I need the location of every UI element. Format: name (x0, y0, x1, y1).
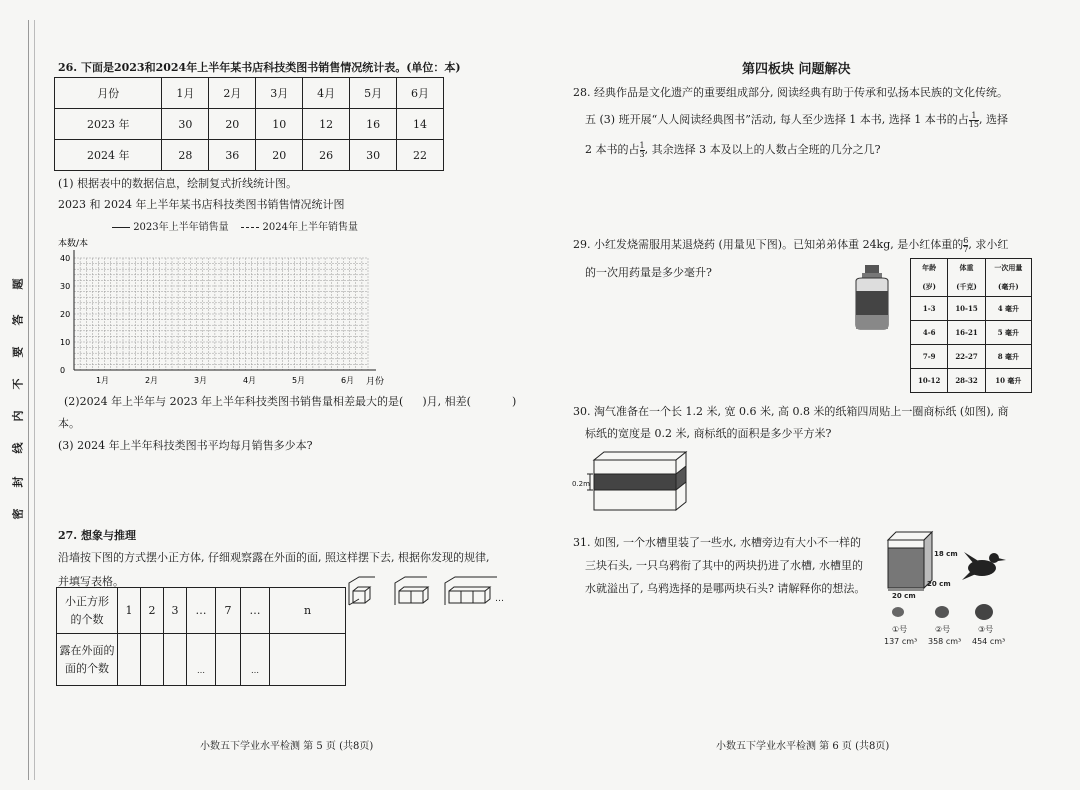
q27-desc-line1: 沿墙按下图的方式摆小正方体, 仔细观察露在外面的面, 照这样摆下去, 根据你发现的规律, (58, 551, 490, 564)
legend-dashed-line (241, 227, 259, 228)
table-cell: 2024 年 (55, 140, 162, 171)
q26-sub2-text-c: ) (511, 395, 517, 408)
answer-cell[interactable] (164, 634, 187, 686)
dim-height: 18 cm (934, 550, 958, 558)
table-cell: 16-21 (948, 321, 985, 345)
stone-3-icon (975, 604, 993, 620)
margin-char: 答 (11, 314, 25, 326)
svg-text:…: … (495, 594, 504, 604)
x-axis-label: 月份 (366, 377, 385, 387)
stone-label: ③号 (978, 625, 994, 634)
binding-line-inner (34, 20, 35, 780)
header-line: (千克) (956, 282, 977, 291)
q28-line2 (585, 111, 1008, 129)
margin-char: 封 (11, 476, 25, 488)
chart-axes (74, 250, 376, 370)
table-cell: 4-6 (911, 321, 948, 345)
y-tick-label: 30 (60, 282, 71, 291)
table-header-cell: 4月 (303, 78, 350, 109)
q29-text: , 求小红 (968, 238, 1009, 251)
table-cell: 36 (209, 140, 256, 171)
table-row (55, 140, 444, 171)
row-label-line: 露在外面的 (59, 643, 115, 657)
answer-cell[interactable] (270, 634, 346, 686)
dim-depth: 20 cm (927, 580, 951, 588)
water-tank-figure (882, 528, 1012, 653)
fraction-numerator: 1 (969, 112, 979, 121)
q26-sub2-unit: 本。 (58, 417, 80, 430)
table-cell: … (241, 634, 270, 686)
row-label-line: 的个数 (70, 612, 104, 626)
header-line: 体重 (959, 263, 974, 272)
table-cell: 28 (162, 140, 209, 171)
legend-label-2023: 2023年上半年销售量 (133, 222, 229, 233)
margin-char: 线 (11, 442, 25, 454)
stone-volume: 358 cm³ (928, 637, 962, 646)
x-tick-label: 3月 (193, 376, 208, 385)
table-row (911, 345, 1032, 369)
table-header-cell: 月份 (55, 78, 162, 109)
stone-2-icon (935, 606, 949, 618)
table-header-cell (911, 259, 948, 297)
x-tick-labels (96, 376, 354, 385)
table-cell: 10-15 (948, 297, 985, 321)
table-cell: 30 (162, 109, 209, 140)
fraction-denominator: 7 (963, 244, 969, 254)
chart-grid (74, 258, 368, 370)
table-cell: 1 (118, 588, 141, 634)
table-row (911, 369, 1032, 393)
y-tick-label: 10 (60, 338, 71, 347)
q28-line1: 28. 经典作品是文化遗产的重要组成部分, 阅读经典有助于传承和弘扬本民族的文化传统。 (573, 86, 1008, 99)
q28-text: , 选择 (978, 113, 1008, 126)
fraction-denominator: 15 (968, 119, 979, 129)
q30-line2: 标纸的宽度是 0.2 米, 商标纸的面积是多少平方米? (585, 427, 832, 440)
stones (892, 604, 993, 620)
table-header-cell: 5月 (350, 78, 397, 109)
q31-line3: 水就溢出了, 乌鸦选择的是哪两块石头? 请解释你的想法。 (585, 582, 866, 595)
y-tick-labels (60, 254, 70, 375)
q31-line2: 三块石头, 一只乌鸦衔了其中的两块扔进了水槽, 水槽里的 (585, 559, 863, 572)
margin-char: 不 (11, 378, 25, 390)
table-row (55, 109, 444, 140)
q26-sales-table (54, 77, 444, 171)
q26-title: 26. 下面是2023和2024年上半年某书店科技类图书销售情况统计表。(单位：本) (58, 61, 461, 74)
x-tick-label: 1月 (95, 376, 110, 385)
fraction-numerator: 1 (639, 140, 645, 150)
row-label (57, 634, 118, 686)
table-cell: 1-3 (911, 297, 948, 321)
fraction (969, 112, 979, 129)
table-cell: 14 (397, 109, 444, 140)
table-cell: 5 毫升 (985, 321, 1031, 345)
stone-label: ②号 (935, 625, 951, 634)
header-line: (毫升) (998, 282, 1019, 291)
table-cell: 10 毫升 (985, 369, 1031, 393)
table-cell: 30 (350, 140, 397, 171)
dim-width: 20 cm (892, 592, 916, 600)
stone-volume: 454 cm³ (972, 637, 1006, 646)
table-header-cell: 2月 (209, 78, 256, 109)
q28-text: , 其余选择 3 本及以上的人数占全班的几分之几? (644, 143, 881, 156)
q28-text: 2 本书的占 (585, 143, 640, 156)
footer-right: 小数五下学业水平检测 第 6 页 (共8页) (716, 741, 890, 752)
table-cell: 20 (256, 140, 303, 171)
answer-cell[interactable] (141, 634, 164, 686)
header-line: (岁) (922, 282, 936, 291)
q26-sub1: (1) 根据表中的数据信息，绘制复式折线统计图。 (58, 177, 298, 190)
table-cell: 22 (397, 140, 444, 171)
q29-line1 (573, 236, 1008, 254)
q31-line1: 31. 如图, 一个水槽里装了一些水, 水槽旁边有大小不一样的 (573, 536, 861, 549)
section-title: 第四板块 问题解决 (742, 62, 851, 77)
q26-sub3: (3) 2024 年上半年科技类图书平均每月销售多少本? (58, 439, 313, 452)
q30-line1: 30. 淘气准备在一个长 1.2 米, 宽 0.6 米, 高 0.8 米的纸箱四周贴上一圈商标纸 (如图), 商 (573, 405, 1009, 418)
table-cell: 10-12 (911, 369, 948, 393)
header-line: 年龄 (922, 263, 937, 272)
table-header-cell: 3月 (256, 78, 303, 109)
table-cell: 12 (303, 109, 350, 140)
q28-text: 五 (3) 班开展“人人阅读经典图书”活动, 每人至少选择 1 本书, 选择 1 本书的占 (585, 113, 969, 126)
legend-solid-line (112, 227, 130, 228)
row-label-line: 面的个数 (65, 661, 109, 675)
table-cell: 3 (164, 588, 187, 634)
table-cell: 22-27 (948, 345, 985, 369)
stone-label: ①号 (892, 625, 908, 634)
q29-line2: 的一次用药量是多少毫升? (585, 266, 712, 279)
crow-icon (962, 552, 1006, 580)
table-cell: 2023 年 (55, 109, 162, 140)
q26-sub2 (64, 393, 516, 409)
table-cell: … (241, 588, 270, 634)
q28-line3 (585, 141, 880, 159)
fraction-numerator: 6 (963, 235, 969, 245)
answer-cell[interactable] (216, 634, 241, 686)
table-cell: 26 (303, 140, 350, 171)
q29-text: 29. 小红发烧需服用某退烧药 (用量见下图)。已知弟弟体重 24kg, 是小红体重的 (573, 238, 964, 251)
cube-arrangement-figure (345, 575, 515, 615)
table-header-cell (985, 259, 1031, 297)
x-tick-label: 2月 (144, 376, 159, 385)
line-chart[interactable] (50, 234, 400, 390)
chart-title: 2023 和 2024 年上半年某书店科技类图书销售情况统计图 (58, 198, 345, 211)
fraction-denominator: 3 (639, 149, 645, 159)
y-axis-label: 本数/本 (58, 239, 89, 249)
header-line: 一次用量 (994, 263, 1023, 272)
table-header-cell (948, 259, 985, 297)
table-header-cell: 1月 (162, 78, 209, 109)
row-label (57, 588, 118, 634)
chart-legend (112, 218, 358, 233)
margin-char: 要 (11, 346, 25, 358)
y-tick-label: 0 (60, 366, 66, 375)
table-cell: 4 毫升 (985, 297, 1031, 321)
q27-desc-line2: 并填写表格。 (58, 575, 124, 588)
table-header-cell: 6月 (397, 78, 444, 109)
margin-char: 题 (11, 278, 25, 290)
table-cell: 10 (256, 109, 303, 140)
box-with-label-figure (570, 446, 695, 518)
table-cell: 7-9 (911, 345, 948, 369)
table-cell: 2 (141, 588, 164, 634)
footer-left: 小数五下学业水平检测 第 5 页 (共8页) (200, 741, 374, 752)
x-tick-label: 4月 (242, 376, 257, 385)
table-row (911, 321, 1032, 345)
x-tick-label: 5月 (291, 376, 306, 385)
q27-title: 27. 想象与推理 (58, 529, 136, 542)
table-cell: 8 毫升 (985, 345, 1031, 369)
table-cell: 20 (209, 109, 256, 140)
dosage-table (910, 258, 1032, 393)
q26-sub2-text-a: (2)2024 年上半年与 2023 年上半年科技类图书销售量相差最大的是( (64, 395, 404, 408)
label-width: 0.2m (572, 480, 590, 488)
table-cell: … (187, 634, 216, 686)
answer-cell[interactable] (118, 634, 141, 686)
y-tick-label: 20 (60, 310, 71, 319)
q26-sub2-text-b: )月, 相差( (422, 395, 471, 408)
stone-1-icon (892, 607, 904, 617)
row-label-line: 小正方形 (65, 594, 109, 608)
binding-line (28, 20, 29, 780)
margin-char: 密 (11, 508, 25, 520)
x-tick-label: 6月 (340, 376, 355, 385)
margin-char: 内 (11, 410, 25, 422)
table-cell: … (187, 588, 216, 634)
table-cell: 7 (216, 588, 241, 634)
table-cell: 16 (350, 109, 397, 140)
table-cell: 28-32 (948, 369, 985, 393)
table-cell: n (270, 588, 346, 634)
medicine-bottle-icon (848, 263, 896, 331)
stone-volume: 137 cm³ (884, 637, 918, 646)
table-row (911, 297, 1032, 321)
y-tick-label: 40 (60, 254, 71, 263)
q27-table (56, 587, 346, 686)
legend-label-2024: 2024年上半年销售量 (262, 222, 358, 233)
